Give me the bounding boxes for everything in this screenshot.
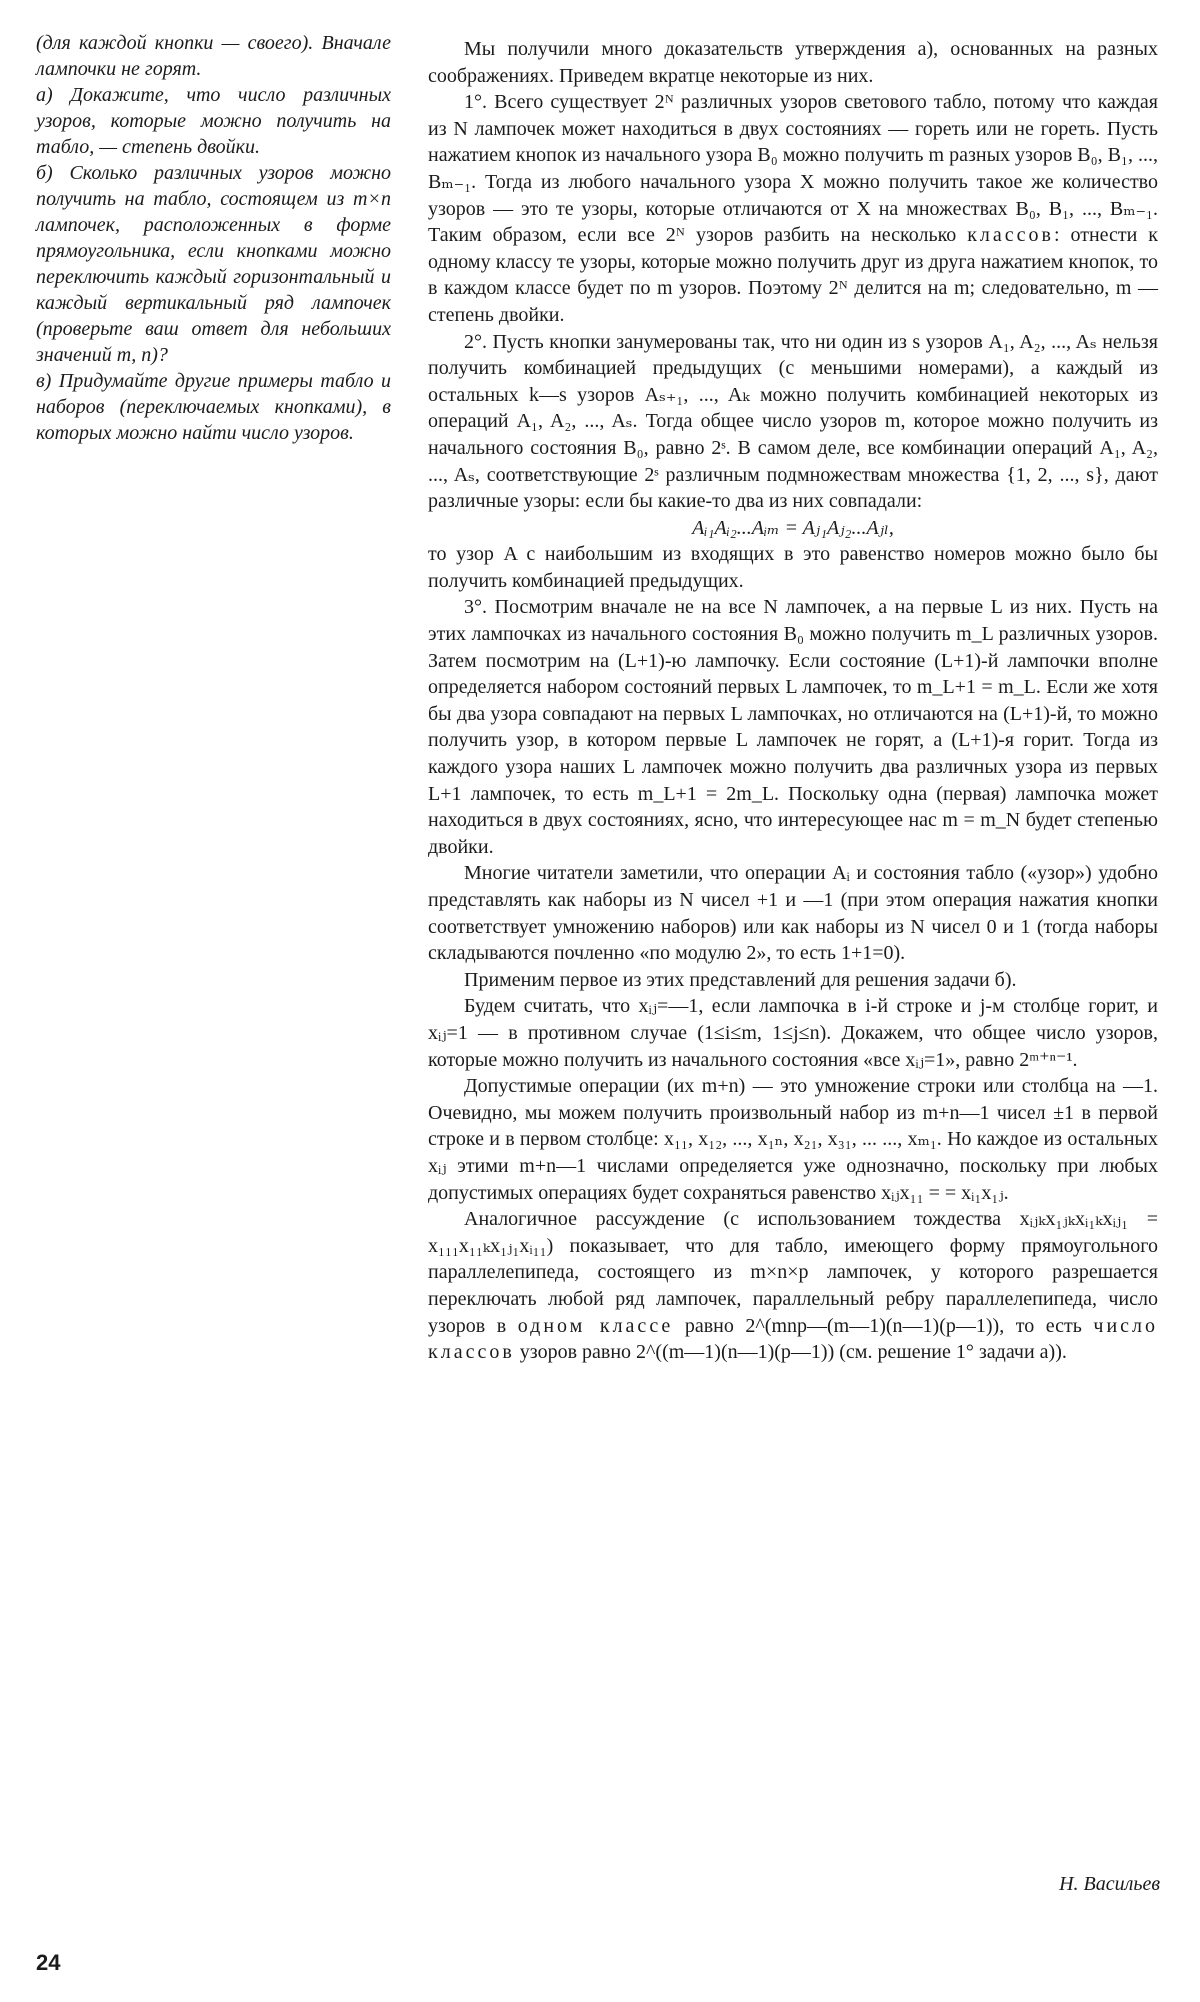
emphasized-phrase: одном классе [517,1314,674,1337]
representation-paragraph: Многие читатели заметили, что операции Aᵢ и состояния табло («узор») удобно представлять как наборы из N чисел +1 и —1 (при этом операция нажатия кнопки соответствует умножению наборов) или как наборы из N чисел 0 и 1 (тогда наборы складываются почленно «по модулю 2», то есть 1+1=0). [428,862,1158,965]
generalization-mid: равно 2^(mnp—(m—1)(n—1)(p—1)), то есть [684,1314,1082,1337]
generalization-end: узоров равно 2^((m—1)(n—1)(p—1)) (см. решение 1° задачи а)). [519,1341,1067,1364]
apply-paragraph: Применим первое из этих представлений для решения задачи б). [464,968,1017,991]
solution-text [428,36,1158,1366]
assumption-paragraph: Будем считать, что xᵢⱼ=—1, если лампочка в i-й строке и j-м столбце горит, и xᵢⱼ=1 — в противном случае (1≤i≤m, 1≤j≤n). Докажем, что общее число узоров, которые можно получить из начального состояния «все xᵢⱼ=1», равно 2ᵐ⁺ⁿ⁻¹. [428,995,1158,1071]
proof-1-paragraph [428,89,1158,328]
sidebar-paragraph: б) Сколько различных узоров можно получить на табло, состоящем из m×n лампочек, расположенных в форме прямоугольника, если кнопками можно переключить каждый горизонтальный и каждый вертикальный ряд лампочек (проверьте ваш ответ для небольших значений m, n)? [36,162,391,366]
emphasized-phrase: число классов [428,1314,1159,1364]
author-signature: Н. Васильев [1059,1873,1160,1895]
generalization-paragraph [428,1206,1158,1366]
sidebar-paragraph: а) Докажите, что число различных узоров, которые можно получить на табло, — степень двойки. [36,84,391,158]
proof-1-text: 1°. Всего существует 2ᴺ различных узоров светового табло, потому что каждая из N лампочек может находиться в двух состояниях — гореть или не гореть. Пусть нажатием кнопок из начального узора B₀ можно получить m разных узоров B₀, B₁, ..., Bₘ₋₁. Тогда из любого начального узора X можно получить такое же количество узоров — это те узоры, которые отличаются от X на множествах B₀, B₁, ..., Bₘ₋₁. Таким образом, если все 2ᴺ узоров разбить на несколько [428,91,1158,247]
operations-paragraph: Допустимые операции (их m+n) — это умножение строки или столбца на —1. Очевидно, мы можем получить произвольный набор из m+n—1 чисел ±1 в первой строке и в первом столбце: x₁₁, x₁₂, ..., x₁ₙ, x₂₁, x₃₁, ... ..., xₘ₁. Но каждое из остальных xᵢⱼ этими m+n—1 числами определяется уже однозначно, поскольку при любых допустимых операциях будет сохраняться равенство xᵢⱼx₁₁ = = xᵢ₁x₁ⱼ. [428,1075,1158,1204]
proof-1-end: : отнести к одному классу те узоры, которые можно получить друг из друга нажатием кнопок, то в каждом классе будет по m узоров. Поэтому 2ᴺ делится на m; следовательно, m — степень двойки. [428,224,1158,326]
sidebar-paragraph: (для каждой кнопки — своего). Вначале лампочки не горят. [36,32,391,80]
proof-3-paragraph: 3°. Посмотрим вначале не на все N лампочек, а на первые L из них. Пусть на этих лампочках из начального состояния B₀ можно получить m_L различных узоров. Затем посмотрим на (L+1)-ю лампочку. Если состояние (L+1)-й лампочки вполне определяется набором состояний первых L лампочек, то m_L+1 = m_L. Если же хотя бы два узора совпадают на первых L лампочках, но отличаются на (L+1)-й, то можно получить узор, в котором первые L лампочек не горят, а (L+1)-я горит. Тогда из каждого узора наших L лампочек можно получить два различных узора из первых L+1 лампочек, то есть m_L+1 = 2m_L. Поскольку одна (первая) лампочка может находиться в двух состояниях, ясно, что интересующее нас m = m_N будет степенью двойки. [428,596,1158,858]
page-number: 24 [36,1950,61,1975]
generalization-text: Аналогичное рассуждение (с использованием тождества xᵢⱼₖx₁ⱼₖxᵢ₁ₖxᵢⱼ₁ = x₁₁₁x₁₁ₖx₁ⱼ₁xᵢ₁₁) показывает, что для табло, имеющего форму прямоугольного параллелепипеда, состоящего из m×n×p лампочек, у которого разрешается переключать любой ряд лампочек, параллельный ребру параллелепипеда, число узоров в [428,1208,1158,1337]
emphasized-word: классов [967,224,1054,247]
proof-2-end: то узор A с наибольшим из входящих в это равенство номеров можно было бы получить комбинацией предыдущих. [428,543,1158,592]
sidebar-paragraph: в) Придумайте другие примеры табло и наборов (переключаемых кнопками), в которых можно найти число узоров. [36,370,391,444]
equation: Aᵢ₁Aᵢ₂...Aᵢₘ = Aⱼ₁Aⱼ₂...Aⱼₗ, [692,516,894,539]
intro-paragraph: Мы получили много доказательств утверждения а), основанных на разных соображениях. Приведем вкратце некоторые из них. [428,38,1158,87]
proof-2-paragraph: 2°. Пусть кнопки занумерованы так, что ни один из s узоров A₁, A₂, ..., Aₛ нельзя получить комбинацией предыдущих (с меньшими номерами), а каждый из остальных k—s узоров Aₛ₊₁, ..., Aₖ можно получить комбинацией некоторых из операций A₁, A₂, ..., Aₛ. Тогда общее число узоров m, которое можно получить из начального состояния B₀, равно 2ˢ. В самом деле, все комбинации операций A₁, A₂, ..., Aₛ, соответствующие 2ˢ различным подмножествам множества {1, 2, ..., s}, дают различные узоры: если бы какие-то два из них совпадали: [428,330,1158,513]
problem-statement-sidebar [36,30,391,446]
